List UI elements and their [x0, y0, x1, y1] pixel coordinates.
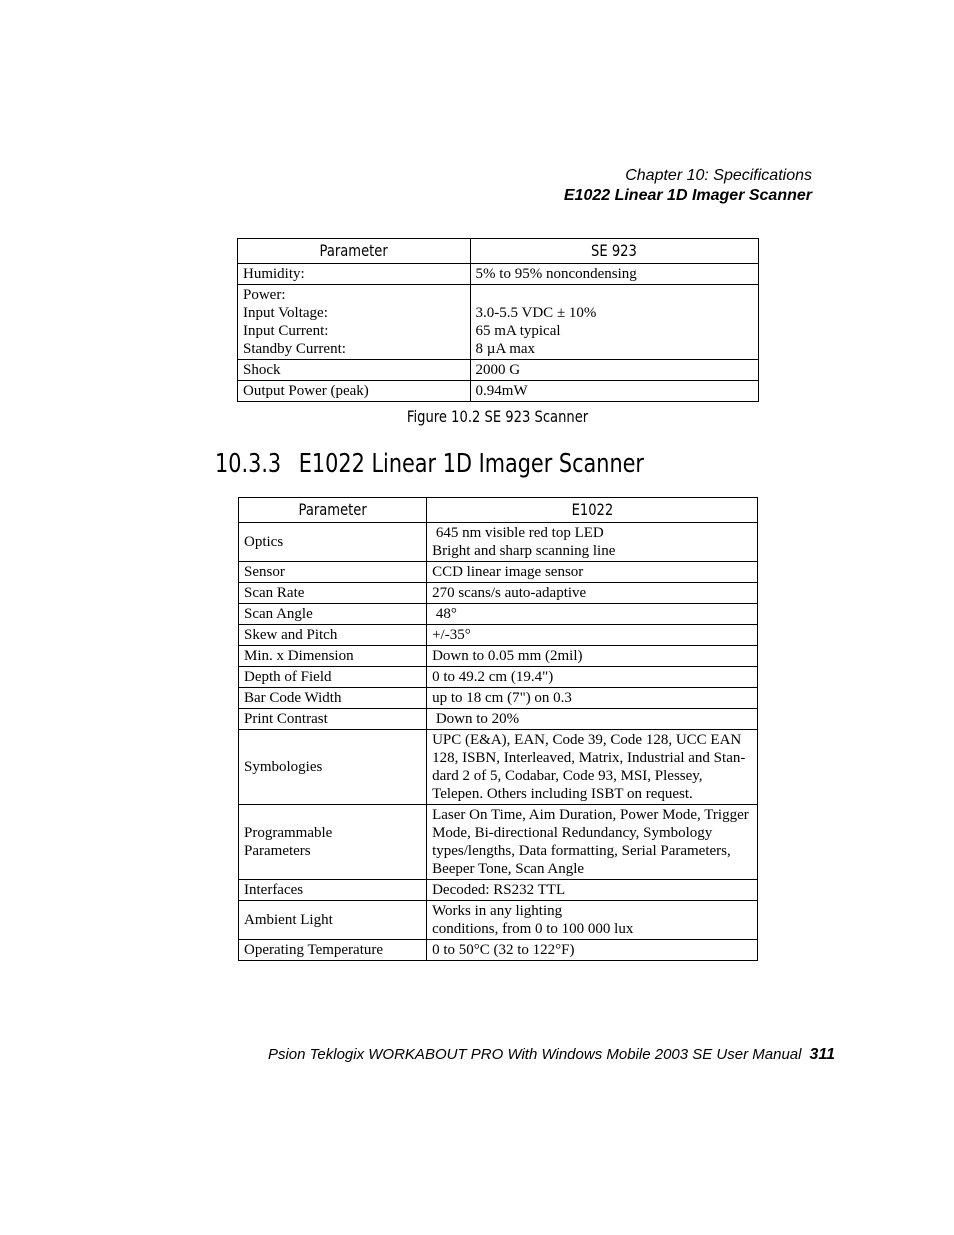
table-row [238, 285, 759, 360]
cell-line: Shock [243, 362, 281, 378]
section-heading [215, 449, 644, 479]
parameter-cell [239, 709, 427, 730]
cell-line: Telepen. Others including ISBT on request. [432, 786, 693, 802]
e1022-spec-table [238, 497, 758, 961]
cell-line: 0.94mW [475, 383, 528, 399]
cell-line: Power: [243, 287, 286, 303]
se923-spec-table [237, 238, 759, 402]
value-cell [470, 381, 758, 402]
column-header-e1022: E1022 [427, 498, 758, 523]
section-running-title: E1022 Linear 1D Imager Scanner [563, 187, 812, 204]
cell-line: UPC (E&A), EAN, Code 39, Code 128, UCC EAN [432, 732, 742, 748]
cell-line: 128, ISBN, Interleaved, Matrix, Industrial and Stan- [432, 750, 746, 766]
value-cell [427, 667, 758, 688]
section-number: 10.3.3 [215, 449, 282, 479]
table-row [239, 940, 758, 961]
cell-line: 3.0-5.5 VDC ± 10% [475, 305, 597, 321]
value-cell [427, 709, 758, 730]
cell-line: Works in any lighting [432, 903, 563, 919]
cell-line: 65 mA typical [475, 323, 561, 339]
cell-line: Bar Code Width [244, 690, 342, 706]
table-row [238, 381, 759, 402]
cell-line: Symbologies [244, 759, 323, 775]
cell-line: Min. x Dimension [244, 648, 354, 664]
cell-line: 8 µA max [475, 341, 536, 357]
parameter-cell [239, 562, 427, 583]
cell-line: Input Voltage: [243, 305, 328, 321]
cell-line [476, 286, 753, 304]
table-row [239, 730, 758, 805]
value-cell [427, 604, 758, 625]
parameter-cell [239, 805, 427, 880]
table-row [238, 264, 759, 285]
table-row [239, 709, 758, 730]
page-number: 311 [809, 1046, 835, 1063]
value-cell [427, 523, 758, 562]
value-cell [427, 583, 758, 604]
value-cell [427, 940, 758, 961]
cell-line: Programmable [244, 825, 333, 841]
table-body [239, 523, 758, 961]
parameter-cell [239, 646, 427, 667]
cell-line: types/lengths, Data formatting, Serial Parameters, [432, 843, 731, 859]
figure-caption: Figure 10.2 SE 923 Scanner [407, 407, 589, 426]
parameter-cell [238, 285, 471, 360]
parameter-cell [238, 360, 471, 381]
table-row [239, 583, 758, 604]
table-row [238, 360, 759, 381]
cell-line: 5% to 95% noncondensing [475, 266, 637, 282]
parameter-cell [239, 880, 427, 901]
parameter-cell [239, 940, 427, 961]
table-row [239, 562, 758, 583]
parameter-cell [239, 523, 427, 562]
value-cell [427, 730, 758, 805]
parameter-cell [238, 264, 471, 285]
cell-line: Skew and Pitch [244, 627, 338, 643]
table-header-row [238, 239, 759, 264]
cell-line: Output Power (peak) [243, 383, 369, 399]
cell-line: Depth of Field [244, 669, 332, 685]
value-cell [470, 264, 758, 285]
section-title: E1022 Linear 1D Imager Scanner [298, 449, 644, 479]
cell-line: Optics [244, 534, 284, 550]
parameter-cell [239, 625, 427, 646]
column-header-parameter: Parameter [238, 239, 471, 264]
cell-line: Input Current: [243, 323, 329, 339]
cell-line: Down to 0.05 mm (2mil) [432, 648, 583, 664]
parameter-cell [239, 667, 427, 688]
cell-line: 645 nm visible red top LED [432, 525, 604, 541]
table-row [239, 625, 758, 646]
cell-line: Laser On Time, Aim Duration, Power Mode, Trigger [432, 807, 749, 823]
parameter-cell [239, 604, 427, 625]
value-cell [427, 646, 758, 667]
cell-line: Sensor [244, 564, 285, 580]
table-row [239, 880, 758, 901]
running-header [564, 166, 812, 206]
cell-line: Ambient Light [244, 912, 333, 928]
value-cell [427, 805, 758, 880]
cell-line: Bright and sharp scanning line [432, 543, 616, 559]
page-footer [268, 1046, 835, 1064]
manual-title: Psion Teklogix WORKABOUT PRO With Windows Mobile 2003 SE User Manual [267, 1046, 802, 1063]
cell-line: Humidity: [243, 266, 305, 282]
value-cell [427, 562, 758, 583]
cell-line: conditions, from 0 to 100 000 lux [432, 921, 634, 937]
table-row [239, 805, 758, 880]
cell-line: 2000 G [475, 362, 521, 378]
value-cell [470, 360, 758, 381]
cell-line: Print Contrast [244, 711, 328, 727]
parameter-cell [239, 901, 427, 940]
cell-line: Mode, Bi-directional Redundancy, Symbology [432, 825, 713, 841]
value-cell [427, 625, 758, 646]
cell-line: up to 18 cm (7") on 0.3 [432, 690, 572, 706]
chapter-title: Chapter 10: Specifications [625, 167, 812, 184]
cell-line: 0 to 50°C (32 to 122°F) [432, 942, 575, 958]
cell-line: +/-35° [432, 627, 471, 643]
table-row [239, 901, 758, 940]
cell-line: Down to 20% [432, 711, 520, 727]
value-cell [470, 285, 758, 360]
cell-line: Beeper Tone, Scan Angle [432, 861, 585, 877]
cell-line: Scan Rate [244, 585, 305, 601]
value-cell [427, 688, 758, 709]
column-header-parameter: Parameter [239, 498, 427, 523]
cell-line: 0 to 49.2 cm (19.4") [432, 669, 554, 685]
cell-line: 270 scans/s auto-adaptive [432, 585, 587, 601]
parameter-cell [238, 381, 471, 402]
parameter-cell [239, 583, 427, 604]
cell-line: Scan Angle [244, 606, 313, 622]
table-row [239, 523, 758, 562]
cell-line: Interfaces [244, 882, 304, 898]
value-cell [427, 901, 758, 940]
parameter-cell [239, 730, 427, 805]
column-header-se923: SE 923 [470, 239, 758, 264]
value-cell [427, 880, 758, 901]
cell-line: Decoded: RS232 TTL [432, 882, 566, 898]
table-row [239, 688, 758, 709]
parameter-cell [239, 688, 427, 709]
cell-line: Standby Current: [243, 341, 346, 357]
cell-line: Operating Temperature [244, 942, 384, 958]
cell-line: Parameters [244, 843, 311, 859]
table-body [238, 264, 759, 402]
table-row [239, 646, 758, 667]
cell-line: 48° [432, 606, 457, 622]
cell-line: dard 2 of 5, Codabar, Code 93, MSI, Plessey, [432, 768, 703, 784]
table-row [239, 604, 758, 625]
table-header-row [239, 498, 758, 523]
cell-line: CCD linear image sensor [432, 564, 584, 580]
table-row [239, 667, 758, 688]
